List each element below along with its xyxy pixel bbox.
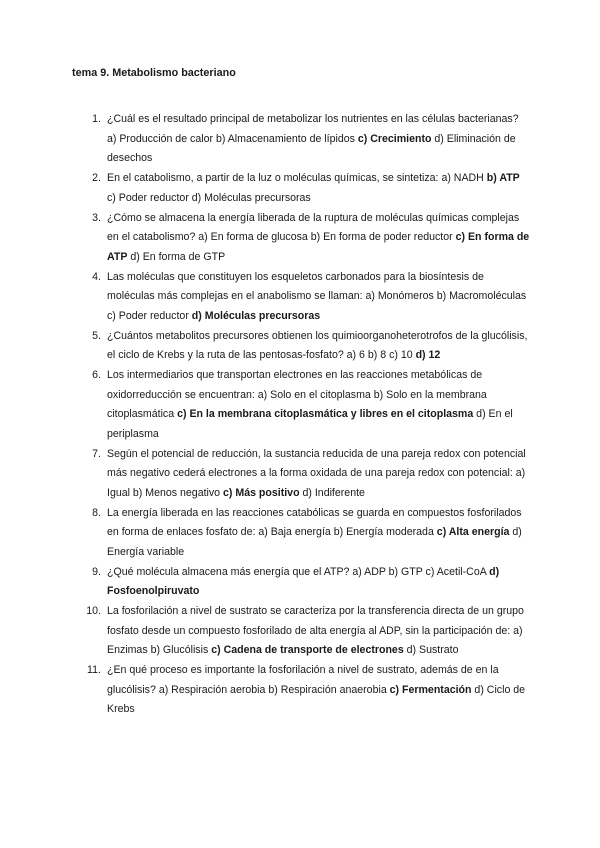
question-number: 7. — [92, 447, 101, 460]
question-number: 6. — [92, 369, 101, 381]
question-text: Según el potencial de reducción, la sustancia reducida de una pareja redox con potencial más negativo cederá electrones a la forma oxidada de una pareja redox con potencial: a) Igual b) Menos negativo — [107, 447, 526, 499]
correct-answer: c) Alta energía — [436, 526, 510, 538]
correct-answer: c) Cadena de transporte de electrones — [211, 644, 404, 656]
question-text: Los intermediarios que transportan electrones en las reacciones metabólicas de oxidorreducción se encuentran: a) Solo en el citoplasma b) Solo en la membrana citoplasmática — [107, 369, 487, 420]
question-item — [80, 169, 530, 208]
question-text: ¿En qué proceso es importante la fosforilación a nivel de sustrato, además de en la glucólisis? a) Respiración aerobia b) Respiración anaerobia — [107, 664, 499, 696]
question-item — [80, 602, 530, 661]
question-text-after: d) Eliminación de desechos — [107, 132, 516, 164]
question-number: 3. — [92, 211, 101, 224]
question-text-after: c) Poder reductor d) Moléculas precursoras — [107, 191, 311, 204]
question-item — [80, 327, 530, 366]
question-number: 1. — [92, 113, 101, 125]
question-item — [80, 268, 530, 327]
question-item — [80, 445, 530, 504]
question-text: ¿Cómo se almacena la energía liberada de la ruptura de moléculas químicas complejas en el catabolismo? a) En forma de glucosa b) En forma de poder reductor — [107, 211, 520, 243]
correct-answer: d) 12 — [415, 349, 441, 361]
correct-answer: c) Más positivo — [223, 486, 300, 499]
question-text: La fosforilación a nivel de sustrato se caracteriza por la transferencia directa de un grupo fosfato desde un compuesto fosforilado de alta energía al ADP, sin la participación de: a) Enzimas b) Glucólisis — [107, 605, 524, 656]
question-text-after: d) En forma de GTP — [127, 250, 226, 263]
correct-answer: c) En la membrana citoplasmática y libres en el citoplasma — [177, 408, 474, 420]
question-number: 4. — [92, 270, 101, 283]
question-item — [80, 661, 530, 720]
question-number: 9. — [92, 565, 101, 578]
question-text: En el catabolismo, a partir de la luz o moléculas químicas, se sintetiza: a) NADH — [107, 172, 487, 184]
question-text: ¿Cuál es el resultado principal de metabolizar los nutrientes en las células bacterianas? a) Producción de calor b) Almacenamiento de lípidos — [107, 113, 519, 145]
question-number: 2. — [92, 172, 101, 184]
question-text-after: d) Indiferente — [299, 486, 365, 499]
question-text: ¿Cuántos metabolitos precursores obtienen los quimioorganoheterotrofos de la glucólisis, el ciclo de Krebs y la ruta de las pentosas-fosfato? a) 6 b) 8 c) 10 — [107, 329, 528, 361]
correct-answer: c) Crecimiento — [357, 132, 432, 145]
question-text: Las moléculas que constituyen los esqueletos carbonados para la biosíntesis de moléculas más complejas en el anabolismo se llaman: a) Monómeros b) Macromoléculas c) Poder reductor — [107, 270, 527, 322]
question-text-after: d) Sustrato — [403, 644, 459, 656]
question-number: 8. — [92, 506, 101, 519]
correct-answer: c) Fermentación — [389, 683, 472, 696]
question-item — [80, 563, 530, 602]
question-text-after: d) En el periplasma — [107, 408, 513, 440]
question-item — [80, 504, 530, 563]
correct-answer: d) Moléculas precursoras — [191, 309, 321, 322]
question-text: La energía liberada en las reacciones catabólicas se guarda en compuestos fosforilados en forma de enlaces fosfato de: a) Baja energía b) Energía moderada — [107, 506, 522, 538]
document-title: tema 9. Metabolismo bacteriano — [72, 67, 236, 79]
question-text: ¿Qué molécula almacena más energía que el ATP? a) ADP b) GTP c) Acetil-CoA — [107, 565, 490, 578]
question-item — [80, 366, 530, 444]
question-number: 11. — [87, 664, 101, 676]
correct-answer: c) En forma de ATP — [107, 231, 530, 263]
question-list — [80, 110, 530, 720]
question-text-after: d) Energía variable — [107, 526, 522, 558]
correct-answer: d) Fosfoenolpiruvato — [107, 565, 500, 597]
question-number: 5. — [92, 329, 101, 342]
correct-answer: b) ATP — [486, 172, 520, 184]
question-number: 10. — [86, 605, 101, 617]
question-text-after: d) Ciclo de Krebs — [107, 683, 526, 715]
question-item — [80, 209, 530, 268]
question-item — [80, 110, 530, 169]
